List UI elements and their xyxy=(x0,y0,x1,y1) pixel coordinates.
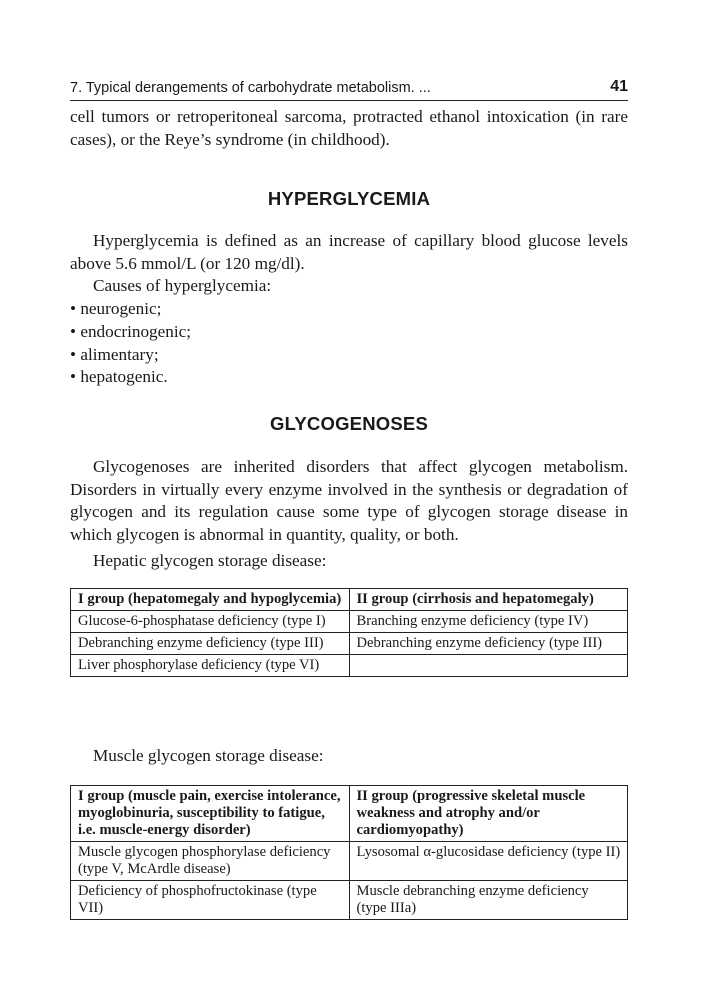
table-header: I group (muscle pain, exercise intolerance, myoglobinuria, susceptibility to fatigue, i.e. muscle-energy disorder) xyxy=(71,786,350,842)
causes-label: Causes of hyperglycemia: xyxy=(93,276,272,296)
running-header xyxy=(70,70,628,101)
table-row xyxy=(71,842,628,881)
causes-list xyxy=(70,298,628,389)
table-header: II group (cirrhosis and hepatomegaly) xyxy=(349,589,628,611)
list-item: • neurogenic; xyxy=(70,298,628,321)
table-cell: Debranching enzyme deficiency (type III) xyxy=(71,633,350,655)
hepatic-table xyxy=(70,588,628,677)
table-header-row xyxy=(71,589,628,611)
table-header: I group (hepatomegaly and hypoglycemia) xyxy=(71,589,350,611)
hepatic-label: Hepatic glycogen storage disease: xyxy=(93,551,327,570)
muscle-table xyxy=(70,785,628,920)
table-cell: Glucose-6-phosphatase deficiency (type I) xyxy=(71,611,350,633)
table-row xyxy=(71,655,628,677)
intro-paragraph: cell tumors or retroperitoneal sarcoma, protracted ethanol intoxication (in rare cases), or the Reye’s syndrome (in childhood). xyxy=(70,107,628,149)
list-item: • endocrinogenic; xyxy=(70,321,628,344)
hyperglycemia-definition: Hyperglycemia is defined as an increase of capillary blood glucose levels above 5.6 mmol/L (or 120 mg/dl). xyxy=(70,231,628,273)
table-cell: Lysosomal α-glucosidase deficiency (type II) xyxy=(349,842,628,881)
muscle-label: Muscle glycogen storage disease: xyxy=(93,746,324,765)
glycogenoses-paragraph: Glycogenoses are inherited disorders that affect glycogen metabolism. Disorders in virtually every enzyme involved in the synthesis or degradation of glycogen and its regulation cause some type of glycogen storage disease in which glycogen is abnormal in quantity, quality, or both. xyxy=(70,457,628,545)
hyperglycemia-heading: HYPERGLYCEMIA xyxy=(267,188,431,209)
table-header: II group (progressive skeletal muscle weakness and atrophy and/or cardiomyopathy) xyxy=(349,786,628,842)
list-item: • alimentary; xyxy=(70,344,628,367)
table-cell: Muscle glycogen phosphorylase deficiency (type V, McArdle disease) xyxy=(71,842,350,881)
table-cell: Debranching enzyme deficiency (type III) xyxy=(349,633,628,655)
running-title: 7. Typical derangements of carbohydrate metabolism. ... xyxy=(70,80,431,96)
table-header-row xyxy=(71,786,628,842)
table-row xyxy=(71,633,628,655)
list-item: • hepatogenic. xyxy=(70,366,628,389)
hyperglycemia-section xyxy=(70,230,628,389)
table-cell: Deficiency of phosphofructokinase (type VII) xyxy=(71,881,350,920)
page-number: 41 xyxy=(610,78,628,95)
glycogenoses-heading: GLYCOGENOSES xyxy=(270,413,428,434)
table-row xyxy=(71,611,628,633)
table-cell xyxy=(349,655,628,677)
table-cell: Liver phosphorylase deficiency (type VI) xyxy=(71,655,350,677)
table-cell: Branching enzyme deficiency (type IV) xyxy=(349,611,628,633)
table-row xyxy=(71,881,628,920)
table-cell: Muscle debranching enzyme deficiency (type IIIa) xyxy=(349,881,628,920)
